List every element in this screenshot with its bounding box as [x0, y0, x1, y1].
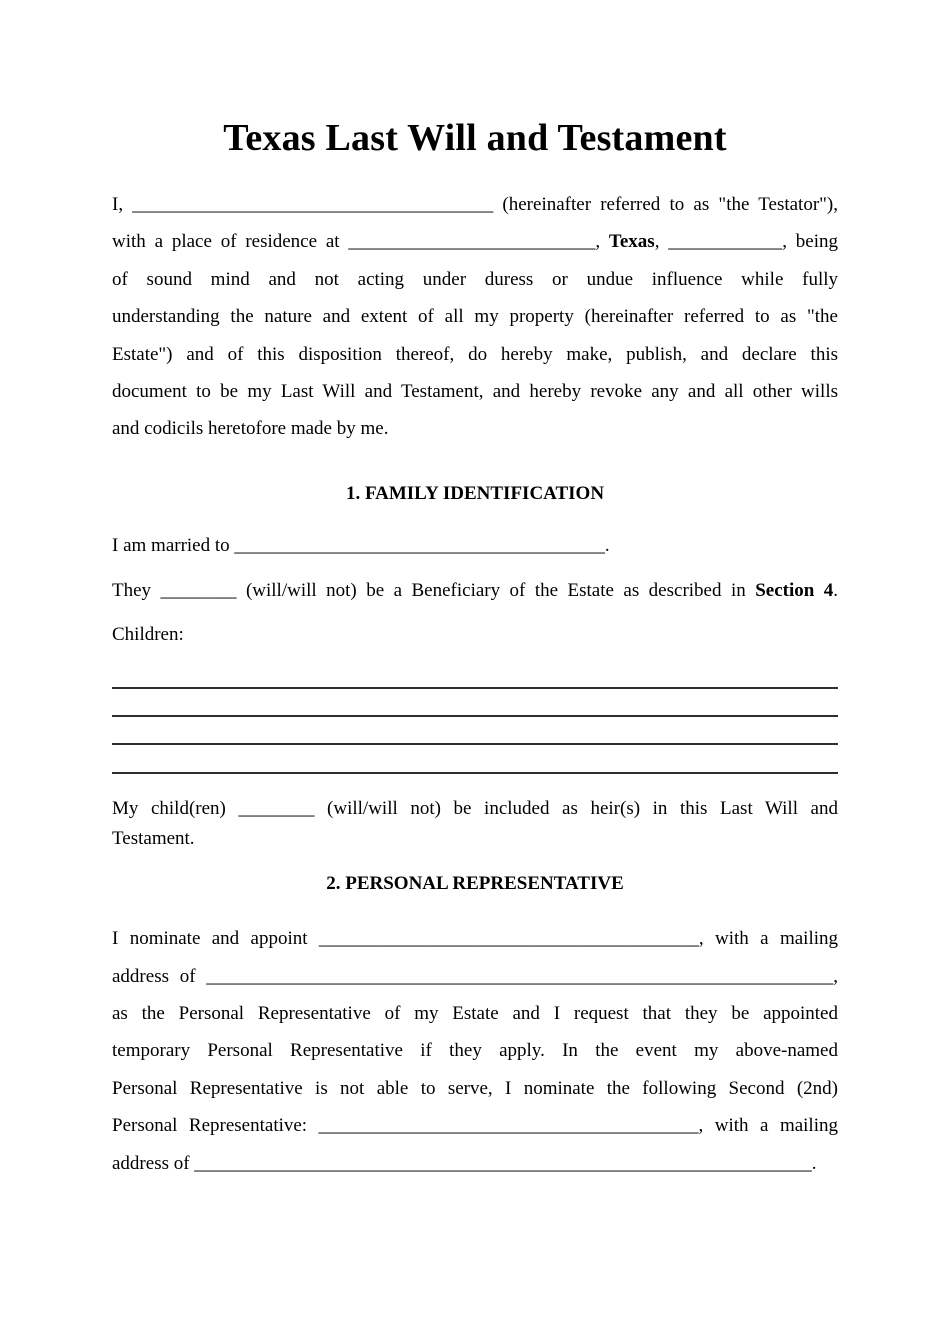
- children-blank-line-3: [112, 717, 838, 745]
- intro-line-1: I, ______________________________________ (hereinafter referred to as "the Testator"),: [112, 194, 838, 215]
- intro-line-6: document to be my Last Will and Testament, and hereby revoke any and all other wills: [112, 380, 838, 402]
- children-blank-lines: [112, 660, 838, 774]
- children-heirs-line-1: My child(ren) ________ (will/will not) be included as heir(s) in this Last Will and: [112, 797, 838, 819]
- state-name-bold: Texas: [608, 231, 655, 253]
- representative-line-3: as the Personal Representative of my Estate and I request that they be appointed: [112, 1003, 838, 1025]
- spouse-beneficiary-post: .: [833, 579, 838, 601]
- representative-line-7: address of _________________________________________________________________.: [112, 1152, 817, 1174]
- married-paragraph: [112, 527, 838, 564]
- section-4-reference-bold: Section 4: [755, 579, 834, 601]
- married-line: I am married to _______________________________________.: [112, 535, 610, 557]
- representative-line-6: Personal Representative: ________________________________________, with a mailing: [112, 1115, 838, 1137]
- intro-line-7: and codicils heretofore made by me.: [112, 418, 389, 440]
- intro-line-2: [112, 223, 838, 260]
- children-heirs-line-2: Testament.: [112, 827, 195, 849]
- personal-representative-paragraph: [112, 920, 838, 1182]
- representative-line-5: Personal Representative is not able to serve, I nominate the following Second (2nd): [112, 1077, 838, 1099]
- section-2-heading: 2. PERSONAL REPRESENTATIVE: [326, 872, 624, 894]
- children-blank-line-2: [112, 689, 838, 717]
- representative-line-2: address of __________________________________________________________________,: [112, 965, 838, 987]
- intro-line-5: Estate") and of this disposition thereof, do hereby make, publish, and declare this: [112, 343, 838, 365]
- spouse-beneficiary-line: [112, 572, 838, 609]
- intro-line-2-pre: with a place of residence at __________________________,: [112, 231, 609, 253]
- section-1-heading: 1. FAMILY IDENTIFICATION: [345, 482, 605, 504]
- spouse-beneficiary-paragraph: [112, 572, 838, 609]
- children-label-paragraph: [112, 616, 838, 653]
- intro-line-4: understanding the nature and extent of all my property (hereinafter referred to as "the: [112, 306, 838, 328]
- children-blank-line-4: [112, 745, 838, 773]
- children-label: Children:: [112, 623, 184, 645]
- intro-line-2-post: , ____________, being: [654, 231, 838, 253]
- document-title: Texas Last Will and Testament: [223, 117, 727, 159]
- spouse-beneficiary-pre: They ________ (will/will not) be a Beneficiary of the Estate as described in: [112, 579, 756, 601]
- children-heirs-paragraph: [112, 794, 838, 854]
- representative-line-4: temporary Personal Representative if they apply. In the event my above-named: [112, 1040, 838, 1062]
- intro-line-3: of sound mind and not acting under duress or undue influence while fully: [112, 268, 838, 290]
- children-blank-line-1: [112, 660, 838, 688]
- representative-line-1: I nominate and appoint ________________________________________, with a mailing: [112, 928, 838, 950]
- intro-paragraph: [112, 186, 838, 448]
